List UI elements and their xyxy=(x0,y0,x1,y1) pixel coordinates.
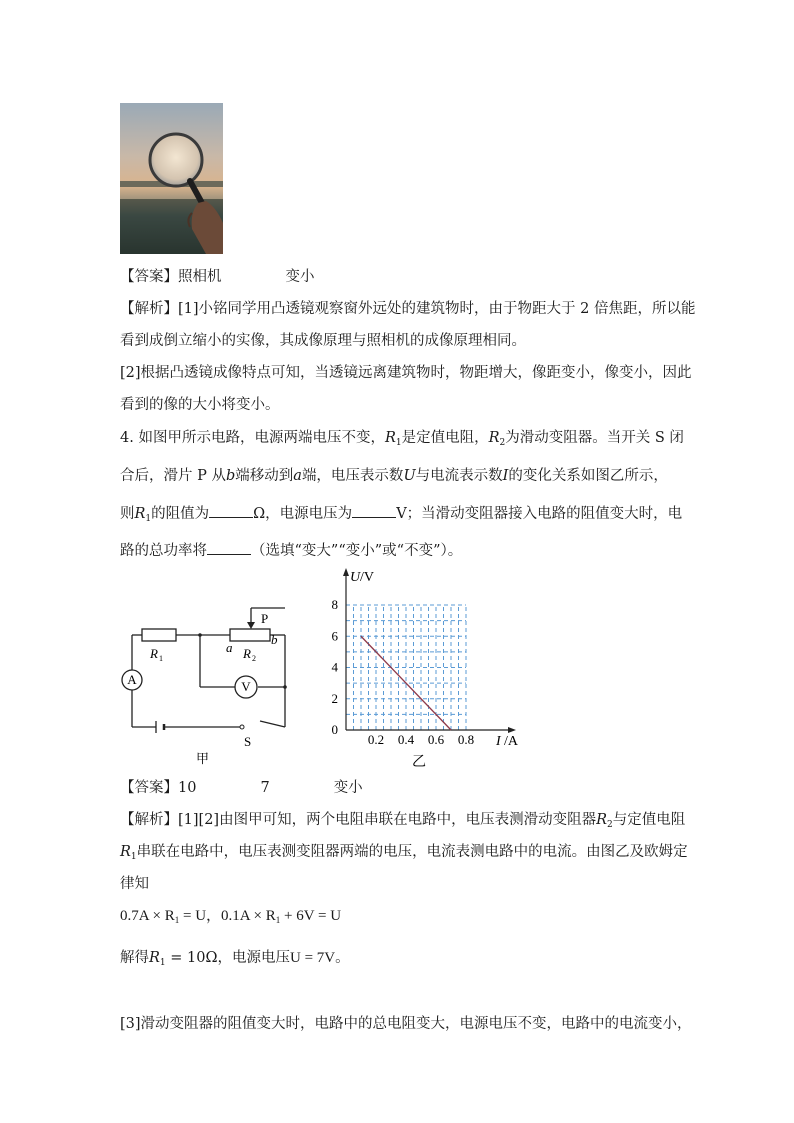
analysis-line xyxy=(120,299,695,319)
var-i: I xyxy=(502,468,509,484)
answer-line-2 xyxy=(120,778,363,798)
question-text: 是定值电阻， xyxy=(401,430,489,446)
question-text: （选填“变大”“变小”或“不变”）。 xyxy=(251,543,463,559)
analysis-line xyxy=(120,331,526,351)
y-tick-label: 6 xyxy=(331,628,338,644)
ui-chart xyxy=(320,560,530,779)
answer-blank[interactable] xyxy=(209,503,253,518)
magnifying-glass-image xyxy=(120,103,223,254)
figure-caption-yi: 乙 xyxy=(412,755,426,770)
answer-value: 变小 xyxy=(333,780,363,796)
x-axis-arrow-icon xyxy=(508,727,516,733)
question-text: 为滑动变阻器。当开关 S 闭 xyxy=(505,430,684,446)
question-text: 路的总功率将 xyxy=(120,543,207,559)
question-text: 合后，滑片 P 从 xyxy=(120,468,226,484)
question-text: V；当滑动变阻器接入电路的阻值变大时，电 xyxy=(396,506,683,522)
question-line xyxy=(120,503,682,529)
magnifying-glass-photo xyxy=(120,103,223,254)
r2-label: R xyxy=(243,646,251,661)
y-axis-label: U xyxy=(350,570,361,585)
answer-value: 10 xyxy=(178,780,197,796)
y-tick-label: 2 xyxy=(331,690,338,706)
question-text: 端，电压表示数 xyxy=(301,468,404,484)
analysis-text: 解得 xyxy=(120,950,149,966)
var-r: R xyxy=(149,950,160,966)
figure-caption-jia: 甲 xyxy=(196,751,210,766)
question-text: 4. 如图甲所示电路，电源两端电压不变， xyxy=(120,430,385,446)
var-r: R xyxy=(120,844,131,860)
analysis-text: 。 xyxy=(335,950,350,966)
var-a: a xyxy=(293,468,302,484)
answer-label: 【答案】 xyxy=(120,269,178,285)
y-tick-label: 0 xyxy=(331,722,338,737)
y-axis-arrow-icon xyxy=(343,568,349,576)
answer-blank[interactable] xyxy=(352,503,396,518)
analysis-line xyxy=(120,363,692,383)
analysis-line xyxy=(120,1014,692,1034)
analysis-line xyxy=(120,842,688,867)
analysis-label: 【解析】 xyxy=(120,301,178,317)
switch-icon xyxy=(240,725,244,729)
analysis-text: = 10Ω，电源电压 xyxy=(165,950,290,966)
var-u: U xyxy=(403,468,416,484)
subscript: 1 xyxy=(145,514,152,524)
ammeter-label: A xyxy=(127,672,137,687)
junction-dot xyxy=(283,685,287,689)
slider-arrow-icon xyxy=(247,622,255,629)
question-text: 与电流表示数 xyxy=(415,468,503,484)
resistor-r1 xyxy=(142,629,176,641)
question-line xyxy=(120,428,684,453)
var-r: R xyxy=(596,812,607,828)
answer-label: 【答案】 xyxy=(120,780,178,796)
subscript: 1 xyxy=(174,915,180,925)
analysis-line xyxy=(120,948,350,973)
equation-line xyxy=(120,906,341,930)
a-label: a xyxy=(226,640,233,655)
var-r: R xyxy=(134,506,146,522)
analysis-text: [1][2]由图甲可知，两个电阻串联在电路中，电压表测滑动变阻器 xyxy=(178,812,597,828)
voltmeter-label: V xyxy=(241,679,251,694)
x-tick-label: 0.6 xyxy=(427,732,445,747)
junction-dot xyxy=(198,633,202,637)
analysis-text: [1]小铭同学用凸透镜观察窗外远处的建筑物时，由于物距大于 2 倍焦距，所以能 xyxy=(178,301,696,317)
analysis-text: [2]根据凸透镜成像特点可知，当透镜远离建筑物时，物距增大，像距变小，像变小，因此 xyxy=(120,365,692,381)
resistor-r2 xyxy=(230,629,270,641)
answer-line-1 xyxy=(120,267,315,287)
subscript: 1 xyxy=(130,852,137,862)
analysis-text: 律知 xyxy=(120,876,149,892)
answer-blank[interactable] xyxy=(207,540,251,555)
analysis-line xyxy=(120,810,685,835)
r1-label: R xyxy=(150,646,158,661)
answer-value: 7 xyxy=(260,780,270,796)
answer-value: 照相机 xyxy=(178,269,222,285)
question-text: 的阻值为 xyxy=(151,506,210,522)
analysis-text: 与定值电阻 xyxy=(612,812,686,828)
question-text: 则 xyxy=(120,506,135,522)
x-tick-label: 0.4 xyxy=(397,732,415,747)
equation: = U xyxy=(179,908,207,924)
x-axis-label: I xyxy=(496,734,501,749)
chart-svg xyxy=(320,560,530,775)
y-axis-unit: /V xyxy=(360,570,374,585)
separator: ， xyxy=(206,908,222,924)
x-axis-unit: /A xyxy=(504,734,518,749)
circuit-diagram xyxy=(118,600,308,774)
equation: U = 7V xyxy=(290,950,336,966)
r1-sub: 1 xyxy=(159,654,163,663)
analysis-text: 看到成倒立缩小的实像，其成像原理与照相机的成像原理相同。 xyxy=(120,333,526,349)
subscript: 1 xyxy=(159,958,166,968)
x-tick-label: 0.2 xyxy=(367,732,385,747)
question-line xyxy=(120,540,462,561)
subscript: 1 xyxy=(275,915,281,925)
x-tick-label: 0.8 xyxy=(457,732,475,747)
subscript: 2 xyxy=(607,820,613,830)
p-label: P xyxy=(261,611,269,626)
analysis-label: 【解析】 xyxy=(120,812,178,828)
question-text: 的变化关系如图乙所示， xyxy=(508,468,668,484)
subscript: 2 xyxy=(499,438,506,448)
subscript: 1 xyxy=(395,438,402,448)
analysis-text: [3]滑动变阻器的阻值变大时，电路中的总电阻变大，电源电压不变，电路中的电流变小， xyxy=(120,1016,692,1032)
var-b: b xyxy=(225,468,236,484)
circuit-svg xyxy=(118,600,308,770)
y-tick-label: 8 xyxy=(331,597,338,612)
var-r: R xyxy=(488,430,500,446)
question-text: Ω，电源电压为 xyxy=(253,506,353,522)
answer-value: 变小 xyxy=(285,269,315,285)
r2-sub: 2 xyxy=(252,654,256,663)
b-label: b xyxy=(271,632,278,647)
switch-label: S xyxy=(244,734,252,749)
equation: + 6V = U xyxy=(280,908,342,924)
analysis-line xyxy=(120,874,149,894)
analysis-line xyxy=(120,395,280,415)
equation: 0.7A × R xyxy=(120,908,175,924)
question-line xyxy=(120,466,668,486)
analysis-text: 串联在电路中，电压表测变阻器两端的电压，电流表测电路中的电流。由图乙及欧姆定 xyxy=(136,844,688,860)
analysis-text: 看到的像的大小将变小。 xyxy=(120,397,280,413)
y-tick-label: 4 xyxy=(331,659,338,675)
question-text: 端移动到 xyxy=(235,468,294,484)
var-r: R xyxy=(384,430,396,446)
equation: 0.1A × R xyxy=(221,908,276,924)
